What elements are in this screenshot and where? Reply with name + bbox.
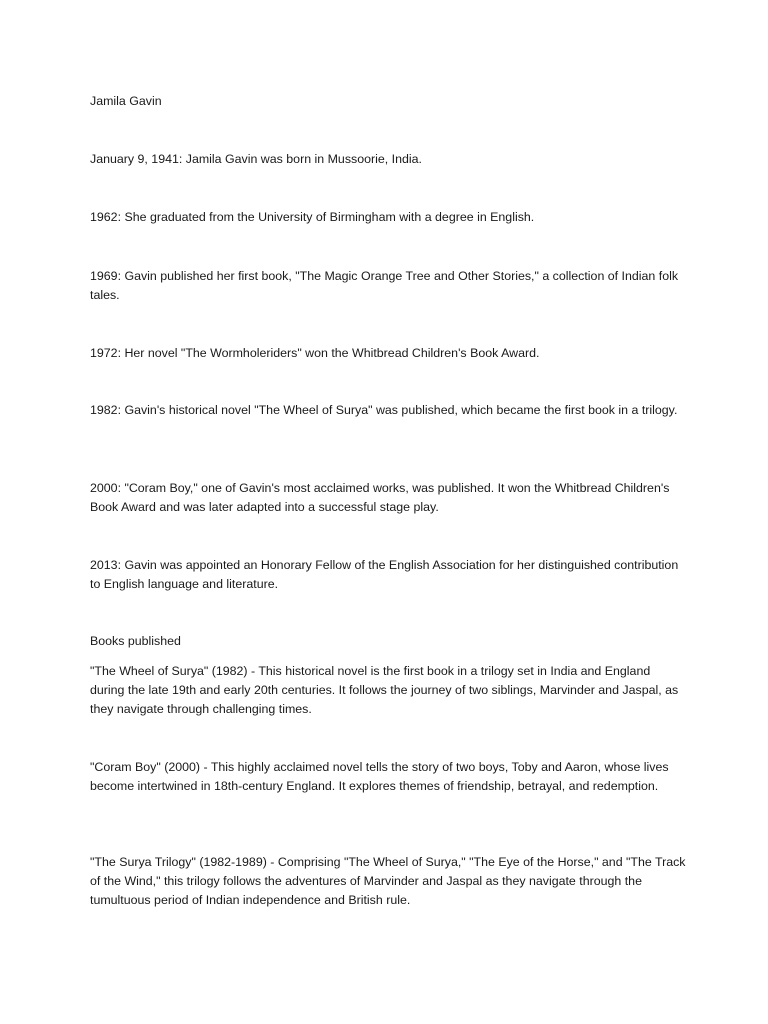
timeline-entry-2013: 2013: Gavin was appointed an Honorary Fellow of the English Association for her distinguished contribution to English language and literature. — [90, 558, 679, 591]
document-title: Jamila Gavin — [90, 94, 162, 108]
timeline-entry-1962: 1962: She graduated from the University of Birmingham with a degree in English. — [90, 210, 535, 224]
books-heading: Books published — [90, 634, 181, 648]
book-entry-surya-trilogy: "The Surya Trilogy" (1982-1989) - Comprising "The Wheel of Surya," "The Eye of the Horse," and "The Track of the Wind," this trilogy follows the adventures of Marvinder and Jaspal as they navigate through the tumultuous period of Indian independence and British rule. — [90, 855, 686, 907]
book-entry-coram-boy: "Coram Boy" (2000) - This highly acclaimed novel tells the story of two boys, Toby and Aaron, whose lives become intertwined in 18th-century England. It explores themes of friendship, betrayal, and redemption. — [90, 760, 669, 793]
timeline-entry-2000: 2000: "Coram Boy," one of Gavin's most acclaimed works, was published. It won the Whitbread Children's Book Award and was later adapted into a successful stage play. — [90, 481, 670, 514]
book-entry-wheel-of-surya: "The Wheel of Surya" (1982) - This historical novel is the first book in a trilogy set in India and England during the late 19th and early 20th centuries. It follows the journey of two siblings, Marvinder and Jaspal, as they navigate through challenging times. — [90, 664, 679, 716]
timeline-entry-1941: January 9, 1941: Jamila Gavin was born in Mussoorie, India. — [90, 152, 422, 166]
timeline-entry-1972: 1972: Her novel "The Wormholeriders" won the Whitbread Children's Book Award. — [90, 346, 540, 360]
timeline-entry-1969: 1969: Gavin published her first book, "The Magic Orange Tree and Other Stories," a collection of Indian folk tales. — [90, 269, 679, 302]
timeline-entry-1982: 1982: Gavin's historical novel "The Wheel of Surya" was published, which became the first book in a trilogy. — [90, 403, 678, 417]
